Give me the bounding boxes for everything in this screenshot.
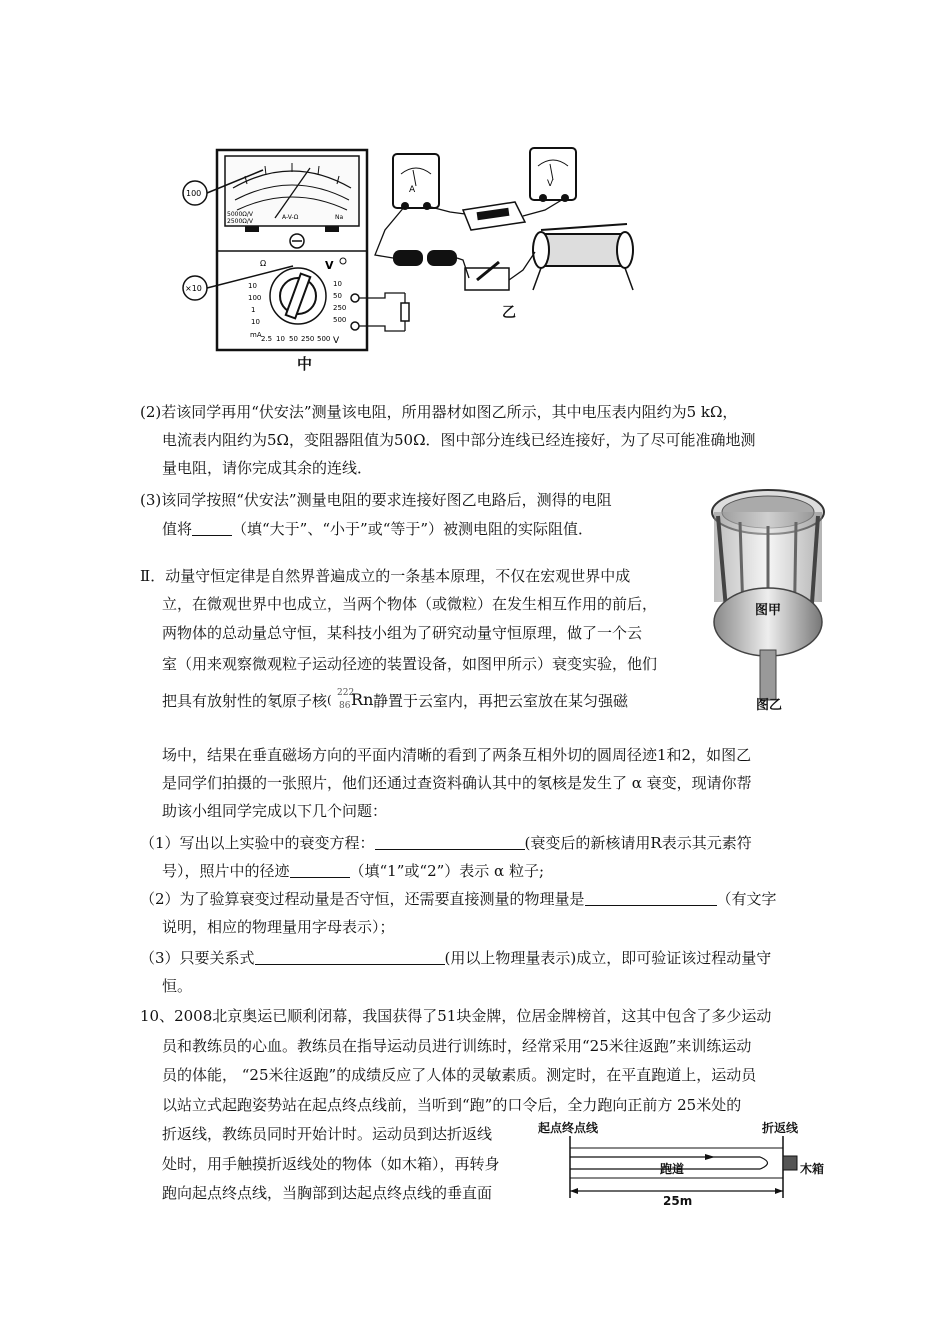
- circuit-figure: [365, 140, 650, 315]
- dial-x10-label: ×10: [185, 284, 202, 293]
- dial-100-label: 100: [186, 189, 202, 198]
- selector-right-4: 500: [333, 316, 347, 324]
- part-ii-line-2: 立，在微观世界中也成立，当两个物体（或微粒）在发生相互作用的前后，: [162, 595, 658, 613]
- part-ii-line-8: 助该小组同学完成以下几个问题：: [162, 802, 388, 820]
- meter-figure-label: 中: [297, 355, 313, 373]
- ammeter-symbol: A: [409, 185, 416, 195]
- selector-right-1: 10: [333, 280, 342, 288]
- part-ii-line-5-start: 把具有放射性的氡原子核: [162, 692, 328, 710]
- selector-bottom-2: 10: [276, 335, 285, 343]
- selector-ohm-label: Ω: [260, 259, 267, 268]
- q10-line-1: 10、2008北京奥运已顺利闭幕，我国获得了51块金牌，位居金牌榜首，这其中包含了多少运动: [140, 1007, 772, 1025]
- multimeter-figure: [175, 148, 375, 373]
- scale-label-1: 5000Ω/V: [227, 211, 253, 218]
- cloud-label-fig2: 图乙: [756, 698, 783, 713]
- sub-q1-line-1: [140, 833, 752, 853]
- selector-v-bottom: V: [333, 336, 340, 346]
- selector-left-1: 10: [248, 282, 257, 290]
- track-turn-label: 折返线: [762, 1121, 799, 1135]
- q2-line-2: 电流表内阻约为5Ω，变阻器阻值为50Ω．图中部分连线已经连接好，为了尽可能准确地测: [162, 431, 756, 449]
- part-ii-line-5: [162, 690, 628, 711]
- q10-line-5: 折返线，教练员同时开始计时。运动员到达折返线: [162, 1125, 493, 1143]
- sub-q1-line-1-end: (衰变后的新核请用R表示其元素符: [524, 834, 752, 852]
- track-box-label: 木箱: [800, 1162, 825, 1176]
- q10-line-4: 以站立式起跑姿势站在起点终点线前，当听到“跑”的口令后，全力跑向正前方 25米处的: [162, 1096, 742, 1114]
- track-length-label: 25m: [663, 1194, 693, 1208]
- scale-label-2: 2500Ω/V: [227, 218, 253, 225]
- cloud-label-fig1: 图甲: [755, 603, 782, 618]
- nucleus-mass-number: 222: [337, 688, 355, 698]
- sub-q1-line-1-start: （1）写出以上实验中的衰变方程：: [140, 834, 375, 852]
- answer-blank-track[interactable]: [290, 861, 350, 878]
- q3-line-2: [162, 519, 593, 539]
- part-ii-line-1: Ⅱ．动量守恒定律是自然界普遍成立的一条基本原理，不仅在宏观世界中成: [140, 567, 631, 585]
- sub-q3-line-2: 恒。: [162, 977, 193, 995]
- selector-bottom-3: 50: [289, 335, 298, 343]
- sub-q1-line-2-start: 号），照片中的径迹: [162, 862, 290, 880]
- selector-bottom-1: 2.5: [261, 335, 273, 343]
- q2-line-3: 量电阻，请你完成其余的连线．: [162, 459, 373, 477]
- sub-q3-line-1: [140, 948, 771, 968]
- nucleus-element: Rn: [351, 690, 374, 709]
- selector-left-2: 100: [248, 294, 262, 302]
- part-ii-line-6: 场中，结果在垂直磁场方向的平面内清晰的看到了两条互相外切的圆周径迹1和2，如图乙: [162, 746, 752, 764]
- sub-q3-line-1-start: （3）只要关系式: [140, 949, 255, 967]
- part-ii-line-4: 室（用来观察微观粒子运动径迹的装置设备，如图甲所示）衰变实验，他们: [162, 655, 658, 673]
- answer-blank-relation[interactable]: [255, 948, 445, 965]
- sub-q3-line-1-end: (用以上物理量表示)成立，即可验证该过程动量守: [444, 949, 772, 967]
- track-start-label: 起点终点线: [538, 1121, 599, 1135]
- selector-left-3: 1: [251, 306, 256, 314]
- q10-line-7: 跑向起点终点线，当胸部到达起点终点线的垂直面: [162, 1184, 493, 1202]
- nucleus-atomic-number: 86: [339, 701, 351, 711]
- sub-q2-line-1-start: （2）为了验算衰变过程动量是否守恒，还需要直接测量的物理量是: [140, 890, 585, 908]
- selector-ma-label: mA: [250, 331, 262, 339]
- circuit-figure-label: 乙: [502, 305, 516, 321]
- part-ii-line-3: 两物体的总动量总守恒，某科技小组为了研究动量守恒原理，做了一个云: [162, 624, 643, 642]
- q10-line-2: 员和教练员的心血。教练员在指导运动员进行训练时，经常采用“25米往返跑”来训练运动: [162, 1037, 752, 1055]
- cloud-chamber-image: [700, 482, 840, 712]
- scale-label-3: A-V-Ω: [282, 214, 299, 221]
- voltmeter-symbol: V: [547, 179, 554, 189]
- sub-q2-line-1: [140, 889, 777, 909]
- selector-bottom-4: 250: [301, 335, 315, 343]
- q3-line-2-start: 值将: [162, 520, 193, 538]
- answer-blank-compare[interactable]: [192, 519, 232, 536]
- sub-q2-line-1-end: （有文字: [716, 890, 777, 908]
- answer-blank-decay-equation[interactable]: [375, 833, 525, 850]
- scale-label-4: Na: [335, 214, 344, 221]
- sub-q2-line-2: 说明，相应的物理量用字母表示）；: [162, 918, 395, 936]
- selector-bottom-5: 500: [317, 335, 331, 343]
- q10-line-3: 员的体能， “25米往返跑”的成绩反应了人体的灵敏素质。测定时，在平直跑道上，运动员: [162, 1066, 757, 1084]
- selector-v-label: V: [325, 259, 334, 272]
- sub-q1-line-2-end: （填“1”或“2”）表示 α 粒子;: [349, 862, 544, 880]
- track-lane-label: 跑道: [660, 1162, 685, 1176]
- selector-right-3: 250: [333, 304, 347, 312]
- q10-line-6: 处时，用手触摸折返线处的物体（如木箱），再转身: [162, 1155, 500, 1173]
- part-ii-line-7: 是同学们拍摄的一张照片，他们还通过查资料确认其中的氡核是发生了 α 衰变，现请你帮: [162, 774, 752, 792]
- answer-blank-quantity[interactable]: [585, 889, 717, 906]
- sub-q1-line-2: [162, 861, 544, 881]
- q3-line-2-end: （填“大于”、“小于”或“等于”）被测电阻的实际阻值．: [232, 520, 594, 538]
- q3-line-1: (3)该同学按照“伏安法”测量电阻的要求连接好图乙电路后，测得的电阻: [140, 491, 612, 509]
- q2-line-1: (2)若该同学再用“伏安法”测量该电阻，所用器材如图乙所示，其中电压表内阻约为5 kΩ，: [140, 403, 738, 421]
- radon-nucleus-symbol: ( 222 86 Rn: [327, 688, 374, 711]
- selector-right-2: 50: [333, 292, 342, 300]
- selector-left-4: 10: [251, 318, 260, 326]
- part-ii-line-5-end: 静置于云室内，再把云室放在某匀强磁: [373, 692, 629, 710]
